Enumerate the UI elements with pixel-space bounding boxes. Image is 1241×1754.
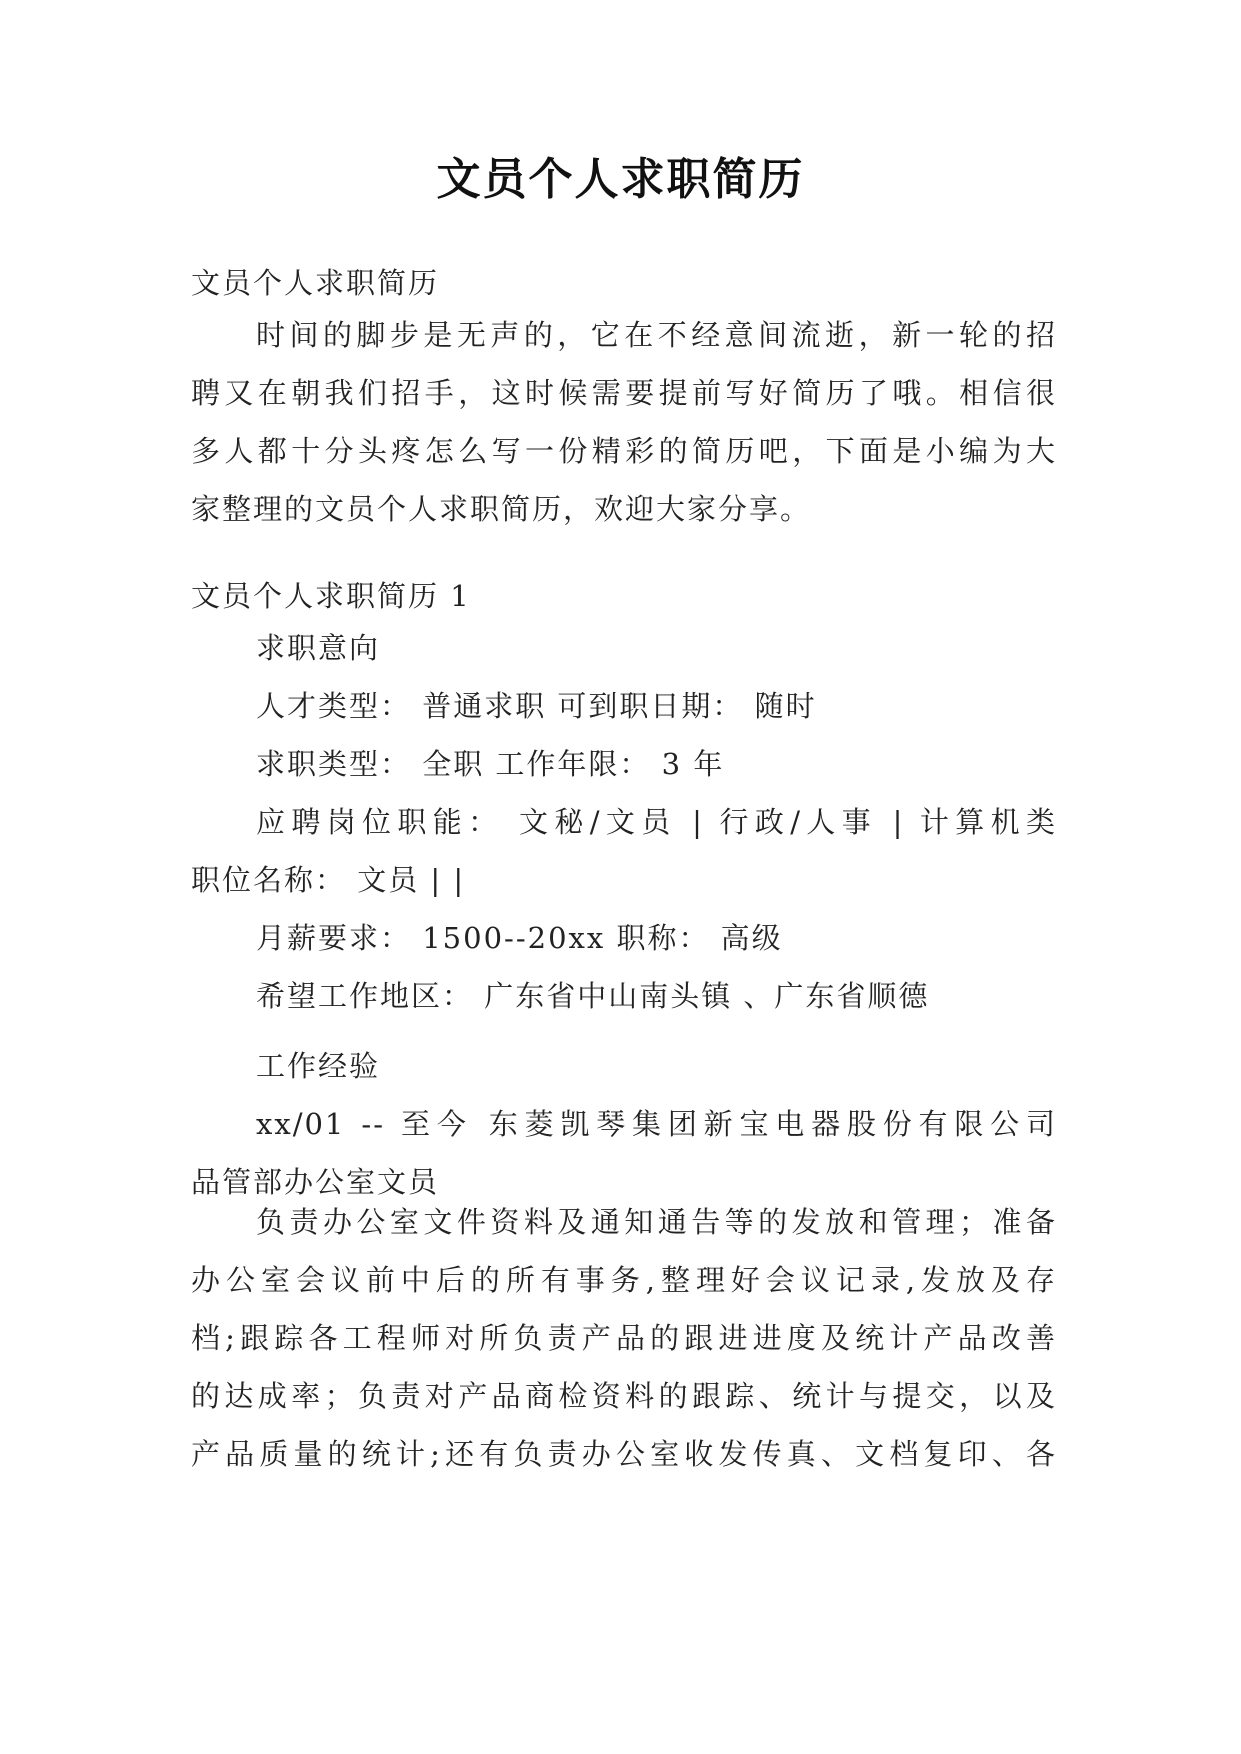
work-experience-block [191,1037,1057,1211]
duties-line: 档;跟踪各工程师对所负责产品的跟进进度及统计产品改善 [191,1321,1057,1355]
job-intent-line: 月薪要求： 1500--20xx 职称： 高级 [256,921,783,955]
duties-line: 负责办公室文件资料及通知通告等的发放和管理；准备 [256,1205,1057,1239]
job-intent-heading: 求职意向 [256,631,381,665]
document-title: 文员个人求职简历 [436,154,805,205]
job-intent-line: 职位名称： 文员 | | [191,863,466,897]
job-intent-block [191,619,1057,1025]
section-heading [191,567,1057,625]
duties-paragraph [191,1193,1057,1483]
job-intent-line: 希望工作地区： 广东省中山南头镇 、广东省顺德 [256,979,930,1013]
job-intent-line: 人才类型： 普通求职 可到职日期： 随时 [256,689,817,723]
intro-line: 聘又在朝我们招手，这时候需要提前写好简历了哦。相信很 [191,376,1057,410]
duties-line: 办公室会议前中后的所有事务,整理好会议记录,发放及存 [191,1263,1057,1297]
job-intent-line: 求职类型： 全职 工作年限： 3 年 [256,747,725,781]
intro-paragraph [191,306,1057,538]
work-experience-line: xx/01 -- 至今 东菱凯琴集团新宝电器股份有限公司 [256,1107,1057,1141]
duties-line: 产品质量的统计;还有负责办公室收发传真、文档复印、各 [191,1437,1057,1471]
job-intent-line: 应聘岗位职能： 文秘/文员 | 行政/人事 | 计算机类 [256,805,1057,839]
section-heading-text: 文员个人求职简历 1 [191,579,471,613]
work-experience-heading: 工作经验 [256,1049,381,1083]
intro-line: 多人都十分头疼怎么写一份精彩的简历吧，下面是小编为大 [191,434,1057,468]
duties-line: 的达成率；负责对产品商检资料的跟踪、统计与提交，以及 [191,1379,1057,1413]
subtitle-text: 文员个人求职简历 [191,266,440,300]
document-subtitle [191,254,1057,312]
intro-line: 时间的脚步是无声的，它在不经意间流逝，新一轮的招 [256,318,1057,352]
intro-line: 家整理的文员个人求职简历，欢迎大家分享。 [191,492,812,526]
work-experience-line: 品管部办公室文员 [191,1165,440,1199]
